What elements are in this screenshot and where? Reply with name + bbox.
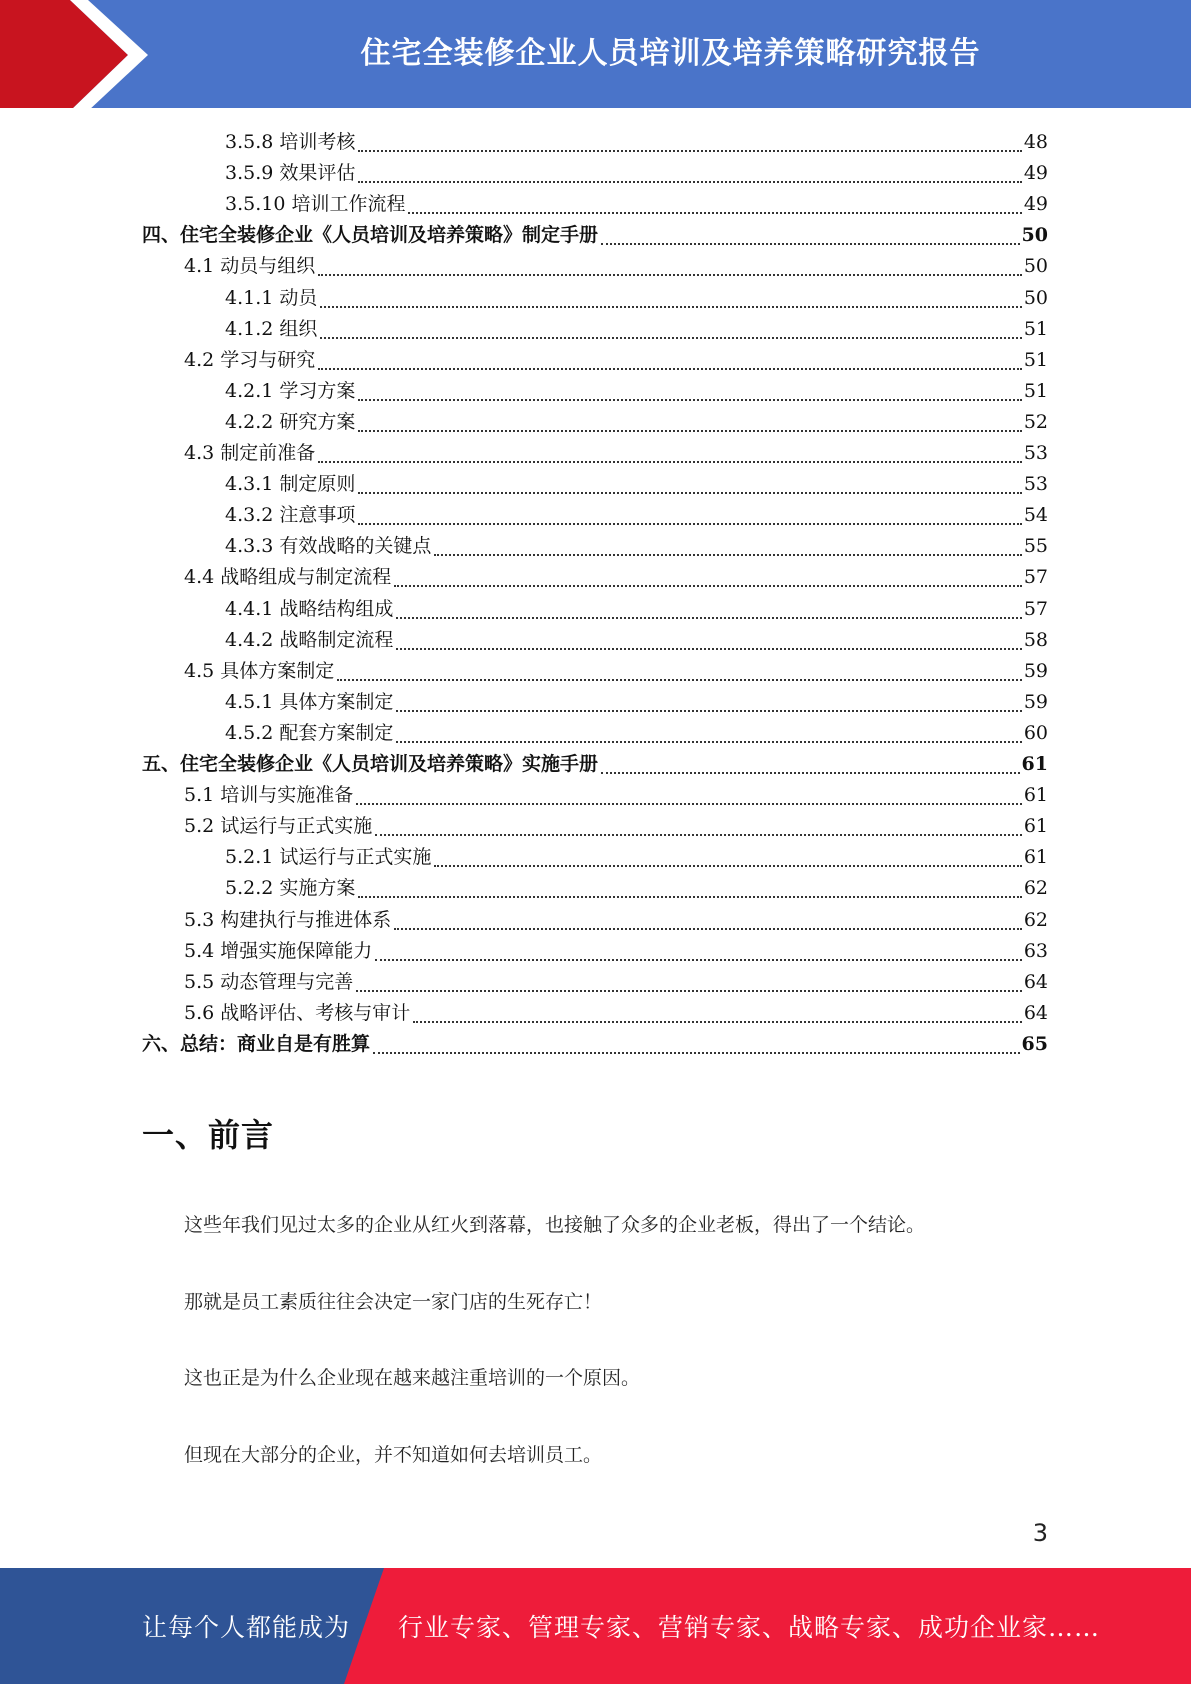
toc-entry[interactable] — [225, 842, 1048, 873]
toc-entry-label: 3.5.8 培训考核 — [225, 131, 356, 153]
toc-leader-dots — [375, 833, 1022, 836]
toc-entry[interactable] — [225, 531, 1048, 562]
toc-leader-dots — [396, 709, 1021, 712]
toc-entry-label: 4.4 战略组成与制定流程 — [184, 566, 392, 589]
paragraph: 那就是员工素质往往会决定一家门店的生死存亡！ — [184, 1291, 603, 1313]
toc-entry-page: 51 — [1023, 379, 1048, 402]
toc-entry[interactable] — [225, 189, 1048, 220]
toc-entry[interactable] — [225, 376, 1048, 407]
toc-entry-label: 5.2 试运行与正式实施 — [184, 815, 373, 838]
toc-entry[interactable] — [184, 345, 1048, 376]
toc-entry-label: 4.3.3 有效战略的关键点 — [225, 535, 432, 558]
toc-entry-page: 62 — [1023, 877, 1048, 900]
toc-entry-page: 62 — [1023, 908, 1048, 931]
toc-entry[interactable] — [225, 718, 1048, 749]
toc-entry-label: 5.1 培训与实施准备 — [184, 784, 354, 807]
paragraph: 但现在大部分的企业，并不知道如何去培训员工。 — [184, 1444, 603, 1466]
toc-entry-page: 58 — [1023, 628, 1048, 651]
toc-entry-label: 4.1.1 动员 — [225, 286, 318, 309]
toc-entry-label: 5.6 战略评估、考核与审计 — [184, 1001, 411, 1024]
toc-entry-page: 63 — [1023, 939, 1048, 962]
toc-entry-label: 4.4.2 战略制定流程 — [225, 628, 394, 651]
toc-entry[interactable] — [225, 127, 1048, 158]
toc-entry-page: 51 — [1023, 317, 1048, 340]
toc-entry[interactable] — [225, 158, 1048, 189]
toc-entry-label: 4.1 动员与组织 — [184, 255, 316, 278]
toc-leader-dots — [394, 927, 1022, 930]
toc-entry-page: 64 — [1023, 970, 1048, 993]
toc-entry[interactable] — [225, 469, 1048, 500]
toc-entry-label: 3.5.9 效果评估 — [225, 162, 356, 185]
page-header — [0, 0, 1191, 111]
toc-entry[interactable] — [142, 220, 1048, 251]
paragraph: 这些年我们见过太多的企业从红火到落幕，也接触了众多的企业老板，得出了一个结论。 — [184, 1214, 926, 1236]
toc-entry-label: 四、住宅全装修企业《人员培训及培养策略》制定手册 — [142, 224, 599, 247]
toc-leader-dots — [373, 1051, 1020, 1054]
toc-entry[interactable] — [225, 625, 1048, 656]
toc-entry-label: 4.2.2 研究方案 — [225, 410, 356, 433]
toc-entry-label: 4.2.1 学习方案 — [225, 379, 356, 402]
toc-entry-page: 51 — [1023, 348, 1048, 371]
toc-entry-page: 50 — [1023, 286, 1048, 309]
toc-leader-dots — [318, 367, 1022, 370]
toc-entry-page: 65 — [1021, 1032, 1048, 1055]
toc-entry-label: 五、住宅全装修企业《人员培训及培养策略》实施手册 — [142, 753, 599, 775]
toc-leader-dots — [396, 740, 1021, 743]
toc-entry-page: 52 — [1023, 410, 1048, 433]
toc-leader-dots — [358, 149, 1021, 152]
toc-entry[interactable] — [184, 905, 1048, 936]
toc-entry[interactable] — [142, 749, 1048, 780]
toc-leader-dots — [358, 429, 1021, 432]
toc-entry[interactable] — [225, 407, 1048, 438]
toc-leader-dots — [356, 802, 1022, 805]
toc-entry[interactable] — [184, 562, 1048, 593]
toc-entry[interactable] — [225, 594, 1048, 625]
toc-entry-label: 5.2.1 试运行与正式实施 — [225, 846, 432, 869]
toc-entry-label: 5.5 动态管理与完善 — [184, 970, 354, 993]
toc-entry-label: 六、总结：商业自是有胜算 — [142, 1032, 371, 1055]
toc-entry-page: 61 — [1021, 753, 1048, 775]
toc-leader-dots — [434, 553, 1021, 556]
toc-leader-dots — [358, 522, 1021, 525]
toc-entry-page: 49 — [1023, 162, 1048, 185]
toc-leader-dots — [358, 180, 1021, 183]
toc-leader-dots — [375, 958, 1022, 961]
paragraph: 这也正是为什么企业现在越来越注重培训的一个原因。 — [184, 1367, 641, 1389]
toc-entry-page: 59 — [1023, 659, 1048, 682]
toc-entry-page: 59 — [1023, 690, 1048, 713]
toc-entry-label: 4.5.2 配套方案制定 — [225, 721, 394, 744]
toc-entry-page: 53 — [1023, 442, 1048, 464]
footer-slogan-right: 行业专家、管理专家、营销专家、战略专家、成功企业家…… — [398, 1613, 1101, 1642]
toc-entry[interactable] — [184, 998, 1048, 1029]
toc-entry[interactable] — [225, 500, 1048, 531]
toc-entry[interactable] — [184, 967, 1048, 998]
toc-leader-dots — [356, 989, 1022, 992]
toc-entry-page: 60 — [1023, 721, 1048, 744]
toc-entry-label: 3.5.10 培训工作流程 — [225, 193, 406, 216]
toc-leader-dots — [601, 242, 1020, 245]
toc-entry-page: 55 — [1023, 535, 1048, 558]
toc-entry-label: 4.5 具体方案制定 — [184, 659, 335, 682]
toc-entry-page: 49 — [1023, 193, 1048, 216]
toc-entry-label: 5.3 构建执行与推进体系 — [184, 908, 392, 931]
toc-leader-dots — [394, 584, 1022, 587]
toc-leader-dots — [434, 864, 1021, 867]
footer-slogan-left: 让每个人都能成为 — [142, 1613, 351, 1642]
toc-entry-label: 4.3.1 制定原则 — [225, 473, 356, 496]
toc-leader-dots — [358, 491, 1021, 494]
toc-leader-dots — [320, 305, 1021, 308]
toc-entry-label: 4.2 学习与研究 — [184, 348, 316, 371]
toc-leader-dots — [601, 771, 1020, 774]
page-footer — [0, 1568, 1191, 1684]
page-number: 3 — [1032, 1519, 1048, 1547]
toc-leader-dots — [358, 895, 1021, 898]
toc-entry[interactable] — [184, 811, 1048, 842]
toc-entry-page: 61 — [1023, 784, 1048, 807]
toc-entry-page: 57 — [1023, 597, 1048, 620]
toc-leader-dots — [413, 1020, 1022, 1023]
section-title: 一、前言 — [142, 1116, 275, 1154]
toc-leader-dots — [396, 616, 1021, 619]
toc-entry-page: 48 — [1023, 131, 1048, 153]
header-title: 住宅全装修企业人员培训及培养策略研究报告 — [360, 36, 981, 71]
toc-entry-label: 4.5.1 具体方案制定 — [225, 690, 394, 713]
toc-entry[interactable] — [184, 936, 1048, 967]
toc-entry[interactable] — [184, 438, 1048, 469]
toc-entry[interactable] — [184, 656, 1048, 687]
toc-entry-page: 64 — [1023, 1001, 1048, 1024]
toc-leader-dots — [318, 273, 1022, 276]
toc-entry[interactable] — [225, 314, 1048, 345]
toc-entry-label: 5.4 增强实施保障能力 — [184, 939, 373, 962]
toc-leader-dots — [396, 647, 1021, 650]
toc-entry-page: 61 — [1023, 815, 1048, 838]
toc-leader-dots — [337, 678, 1022, 681]
toc-entry-label: 5.2.2 实施方案 — [225, 877, 356, 900]
toc-entry[interactable] — [225, 873, 1048, 904]
toc-leader-dots — [408, 211, 1021, 214]
toc-leader-dots — [318, 460, 1022, 463]
header-divider — [0, 108, 1191, 111]
toc-entry[interactable] — [225, 687, 1048, 718]
toc-entry-label: 4.3 制定前准备 — [184, 442, 316, 464]
toc-entry-page: 57 — [1023, 566, 1048, 589]
toc-entry[interactable] — [184, 780, 1048, 811]
toc-entry-page: 53 — [1023, 473, 1048, 496]
toc-entry-label: 4.3.2 注意事项 — [225, 504, 356, 527]
toc-entry[interactable] — [184, 251, 1048, 282]
toc-entry-page: 50 — [1021, 224, 1048, 247]
toc-entry-label: 4.1.2 组织 — [225, 317, 318, 340]
toc-entry[interactable] — [142, 1029, 1048, 1060]
toc-entry-page: 50 — [1023, 255, 1048, 278]
header-arrow-decoration — [0, 0, 160, 111]
toc-entry-label: 4.4.1 战略结构组成 — [225, 597, 394, 620]
toc-entry[interactable] — [225, 283, 1048, 314]
toc-leader-dots — [358, 398, 1021, 401]
toc-entry-page: 54 — [1023, 504, 1048, 527]
toc-leader-dots — [320, 336, 1021, 339]
toc-entry-page: 61 — [1023, 846, 1048, 869]
